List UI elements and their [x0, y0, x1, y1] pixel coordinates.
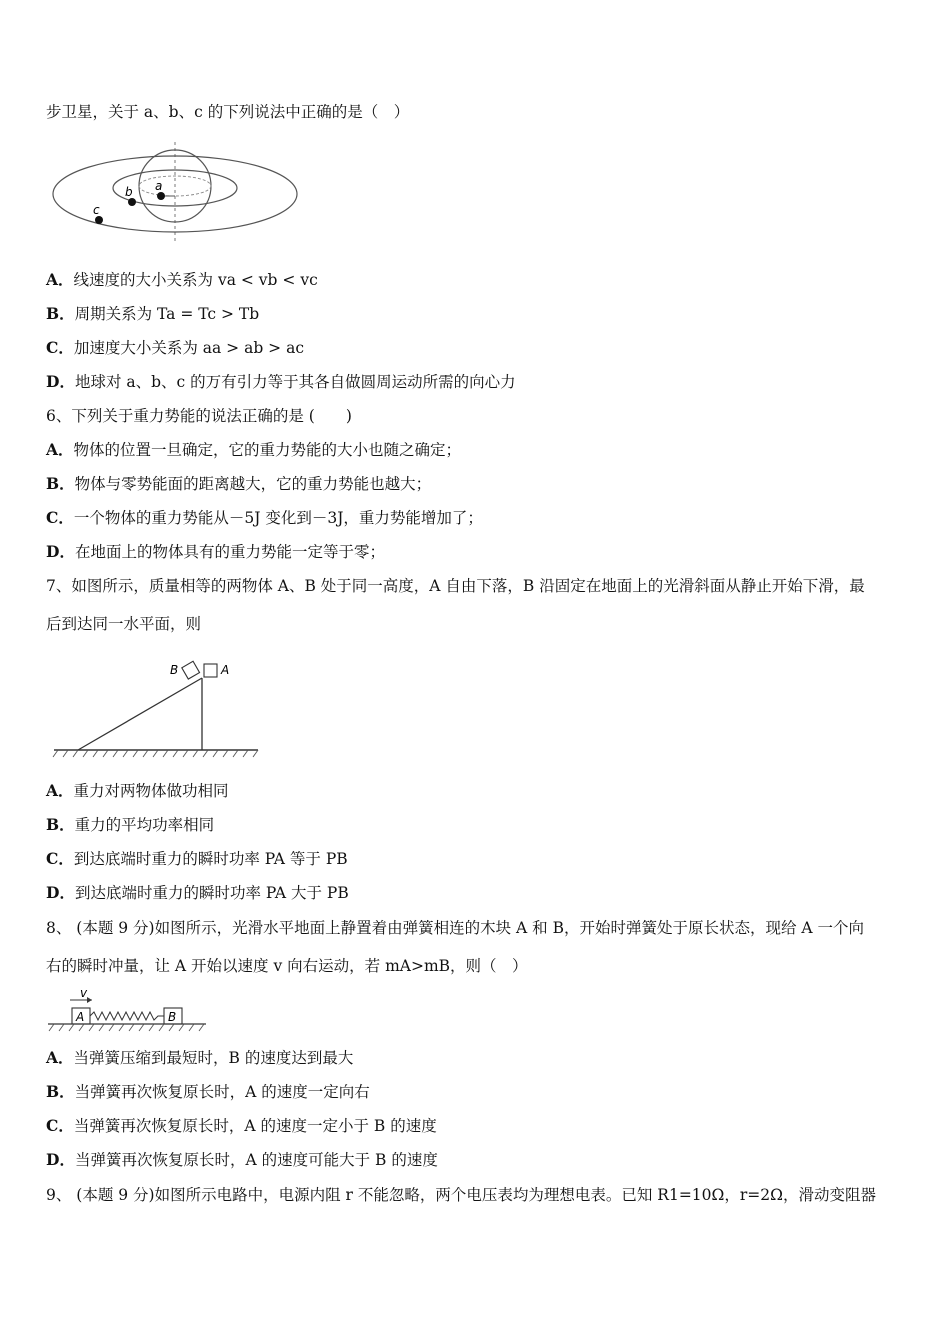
q5-option-d: D．地球对 a、b、c 的万有引力等于其各自做圆周运动所需的向心力: [46, 372, 516, 391]
label-c: c: [93, 203, 100, 217]
q5-option-c: C．加速度大小关系为 aa > ab > ac: [46, 338, 305, 357]
block-b: [182, 661, 200, 679]
q8-stem-line1: 8、 (本题 9 分)如图所示，光滑水平地面上静置着由弹簧相连的木块 A 和 B，开始时弹簧处于原长状态，现给 A 一个向: [46, 919, 865, 937]
label-A: A: [76, 1010, 85, 1024]
incline-figure: [52, 656, 262, 762]
q6-stem: 6、下列关于重力势能的说法正确的是 ( ): [46, 407, 352, 425]
q7-option-c: C．到达底端时重力的瞬时功率 PA 等于 PB: [46, 849, 348, 868]
label-A: A: [221, 663, 230, 677]
block-a: [204, 664, 217, 677]
label-B: B: [170, 663, 179, 677]
q6-option-b: B．物体与零势能面的距离越大，它的重力势能也越大；: [46, 474, 432, 493]
satellite-orbit-figure: [44, 140, 306, 248]
q9-stem: 9、 (本题 9 分)如图所示电路中，电源内阻 r 不能忽略，两个电压表均为理想电表。已知 R1=10Ω，r=2Ω，滑动变阻器: [46, 1186, 876, 1204]
satellite-a: [157, 192, 165, 200]
q6-option-a: A．物体的位置一旦确定，它的重力势能的大小也随之确定；: [46, 440, 462, 459]
q8-stem-line2: 右的瞬时冲量，让 A 开始以速度 v 向右运动，若 mA>mB，则（ ）: [46, 957, 528, 975]
label-b: b: [125, 185, 133, 199]
q8-option-a: A．当弹簧压缩到最短时，B 的速度达到最大: [46, 1048, 354, 1067]
q7-option-b: B．重力的平均功率相同: [46, 815, 215, 834]
q7-option-a: A．重力对两物体做功相同: [46, 781, 229, 800]
q7-stem-line2: 后到达同一水平面，则: [46, 615, 202, 633]
label-a: a: [155, 179, 163, 193]
spring-blocks-figure: [46, 986, 210, 1036]
q8-option-d: D．当弹簧再次恢复原长时，A 的速度可能大于 B 的速度: [46, 1150, 438, 1169]
q6-option-c: C．一个物体的重力势能从－5J 变化到－3J，重力势能增加了；: [46, 508, 483, 527]
q8-option-b: B．当弹簧再次恢复原长时，A 的速度一定向右: [46, 1082, 370, 1101]
q6-option-d: D．在地面上的物体具有的重力势能一定等于零；: [46, 542, 385, 561]
q5-option-a: A．线速度的大小关系为 va < vb < vc: [46, 270, 318, 289]
q5-option-b: B．周期关系为 Ta = Tc > Tb: [46, 304, 260, 323]
q7-stem-line1: 7、如图所示，质量相等的两物体 A、B 处于同一高度，A 自由下落，B 沿固定在地面上的光滑斜面从静止开始下滑，最: [46, 577, 865, 595]
spring: [90, 1012, 164, 1020]
label-v: v: [80, 986, 88, 1000]
q7-option-d: D．到达底端时重力的瞬时功率 PA 大于 PB: [46, 883, 349, 902]
label-B: B: [168, 1010, 177, 1024]
q5-stem: 步卫星，关于 a、b、c 的下列说法中正确的是（ ）: [46, 103, 410, 121]
q8-option-c: C．当弹簧再次恢复原长时，A 的速度一定小于 B 的速度: [46, 1116, 437, 1135]
satellite-b: [128, 198, 136, 206]
satellite-c: [95, 216, 103, 224]
